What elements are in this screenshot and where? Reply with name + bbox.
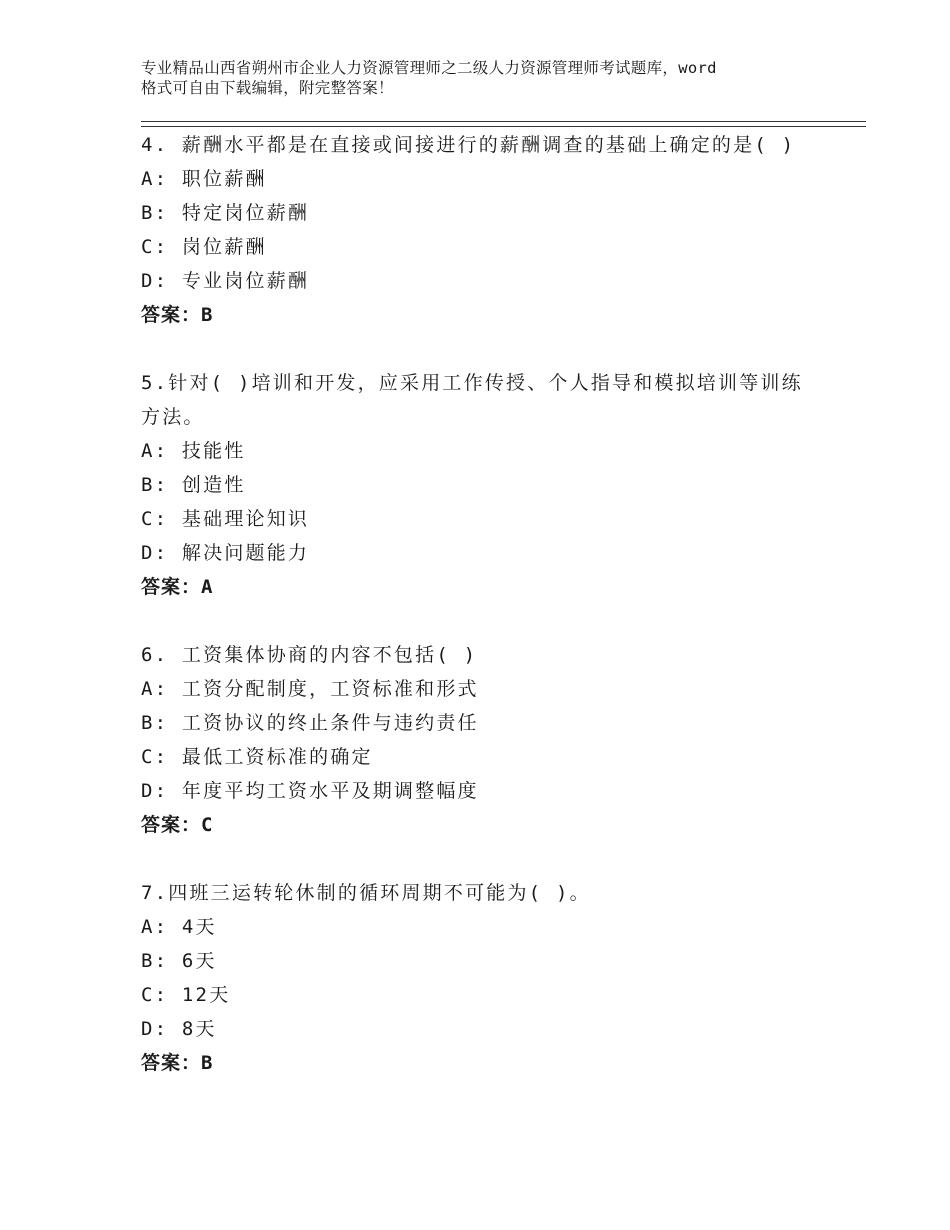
answer-line [141,570,821,604]
answer-label: 答案： [141,1052,202,1074]
answer-value: C [201,814,214,836]
answer-label: 答案： [141,814,202,836]
option-d: D: 8天 [141,1018,217,1040]
answer-value: B [201,304,214,326]
answer-value: A [201,576,214,598]
option-c: C: 12天 [141,984,231,1006]
answer-line [141,298,821,332]
question-list [141,128,821,1114]
answer-line [141,1046,821,1080]
document-header [141,58,821,98]
answer-label: 答案： [141,576,202,598]
option-a: A: 4天 [141,916,217,938]
option-a: A: 技能性 [141,440,246,462]
header-divider-bottom [141,126,866,127]
option-a: A: 工资分配制度，工资标准和形式 [141,678,479,700]
option-b: B: 创造性 [141,474,246,496]
question-stem: 7.四班三运转轮休制的循环周期不可能为( )。 [141,882,591,904]
question-5 [141,366,821,604]
option-c: C: 基础理论知识 [141,508,310,530]
question-stem: 6. 工资集体协商的内容不包括( ) [141,644,478,666]
question-4 [141,128,821,332]
header-line-1: 专业精品山西省朔州市企业人力资源管理师之二级人力资源管理师考试题库，word [141,59,717,77]
answer-label: 答案： [141,304,202,326]
option-c: C: 最低工资标准的确定 [141,746,373,768]
option-b: B: 特定岗位薪酬 [141,202,310,224]
header-line-2: 格式可自由下载编辑，附完整答案！ [141,79,394,97]
option-b: B: 6天 [141,950,217,972]
question-6 [141,638,821,842]
question-stem: 5.针对( )培训和开发，应采用工作传授、个人指导和模拟培训等训练方法。 [141,372,803,428]
question-stem: 4. 薪酬水平都是在直接或间接进行的薪酬调查的基础上确定的是( ) [141,134,796,156]
option-c: C: 岗位薪酬 [141,236,267,258]
option-a: A: 职位薪酬 [141,168,267,190]
question-7 [141,876,821,1080]
answer-line [141,808,821,842]
option-b: B: 工资协议的终止条件与违约责任 [141,712,479,734]
answer-value: B [201,1052,214,1074]
header-divider-top [141,121,866,122]
option-d: D: 年度平均工资水平及期调整幅度 [141,780,479,802]
option-d: D: 解决问题能力 [141,542,310,564]
option-d: D: 专业岗位薪酬 [141,270,310,292]
